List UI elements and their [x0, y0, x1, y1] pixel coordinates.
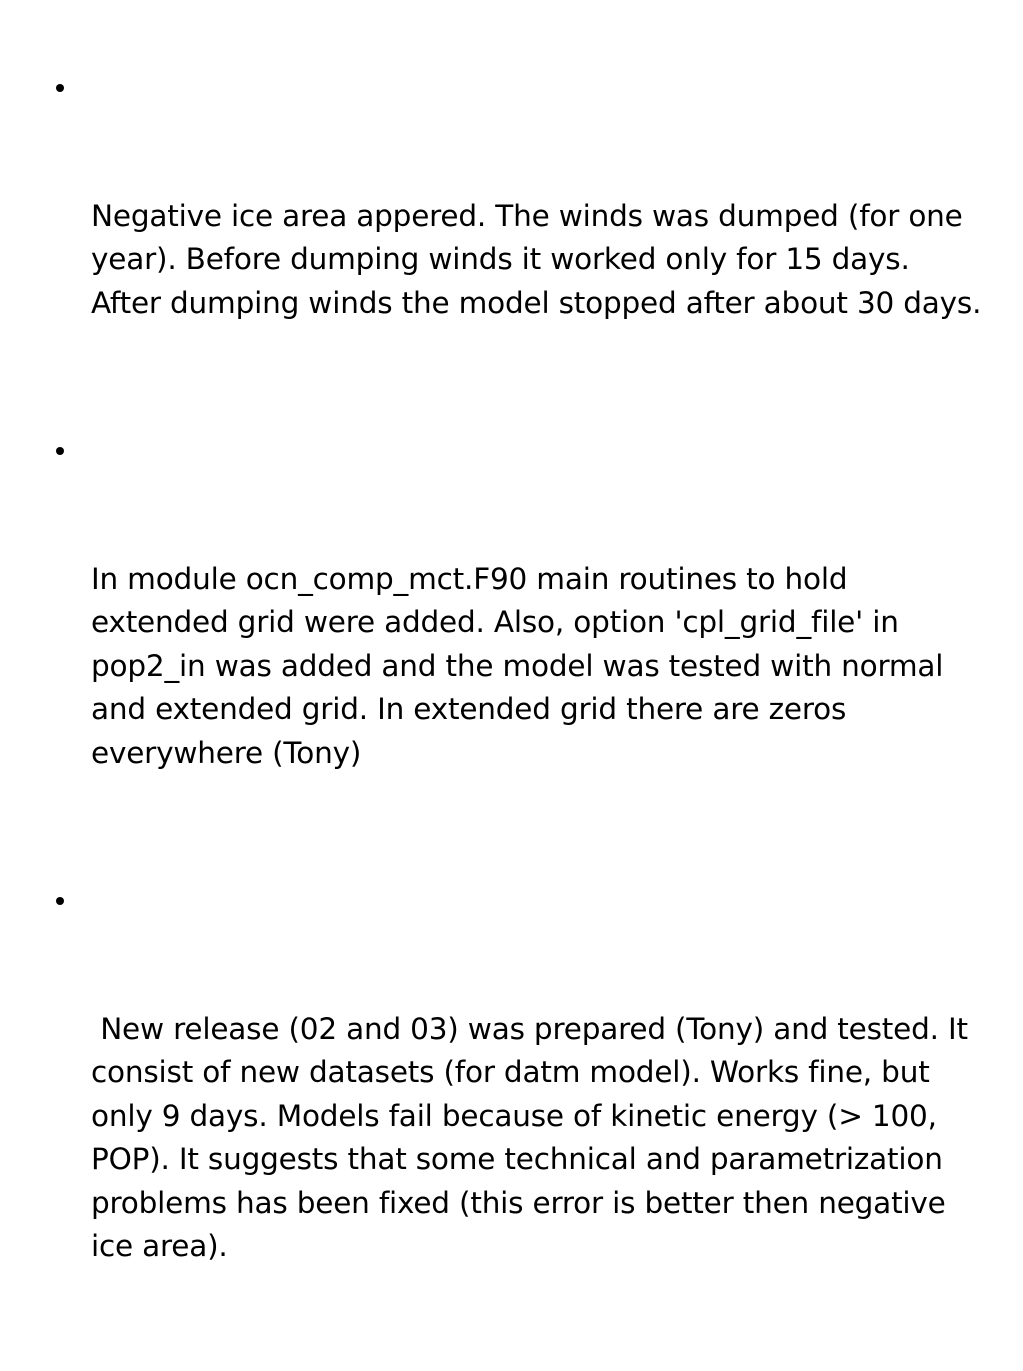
bullet-item	[56, 427, 986, 862]
bullet-item	[56, 877, 986, 1356]
bullet-dot-icon	[56, 897, 64, 905]
bullet-dot-icon	[56, 447, 64, 455]
bullet-text: New release (02 and 03) was prepared (Tony) and tested. It consist of new datasets (for datm model). Works fine, but only 9 days. Models fail because of kinetic energy (> 100, POP). It suggests that some technical and parametrization problems has been fixed (this error is better then negative ice area).	[91, 1011, 978, 1263]
bullet-list	[56, 64, 986, 1371]
bullet-dot-icon	[56, 84, 64, 92]
bullet-text: Negative ice area appered. The winds was dumped (for one year). Before dumping winds it worked only for 15 days. After dumping winds the model stopped after about 30 days.	[91, 198, 982, 320]
bullet-item	[56, 64, 986, 412]
bullet-text: In module ocn_comp_mct.F90 main routines to hold extended grid were added. Also, option 'cpl_grid_file' in pop2_in was added and the model was tested with normal and extended grid. In extended grid there are zeros everywhere (Tony)	[91, 561, 953, 770]
